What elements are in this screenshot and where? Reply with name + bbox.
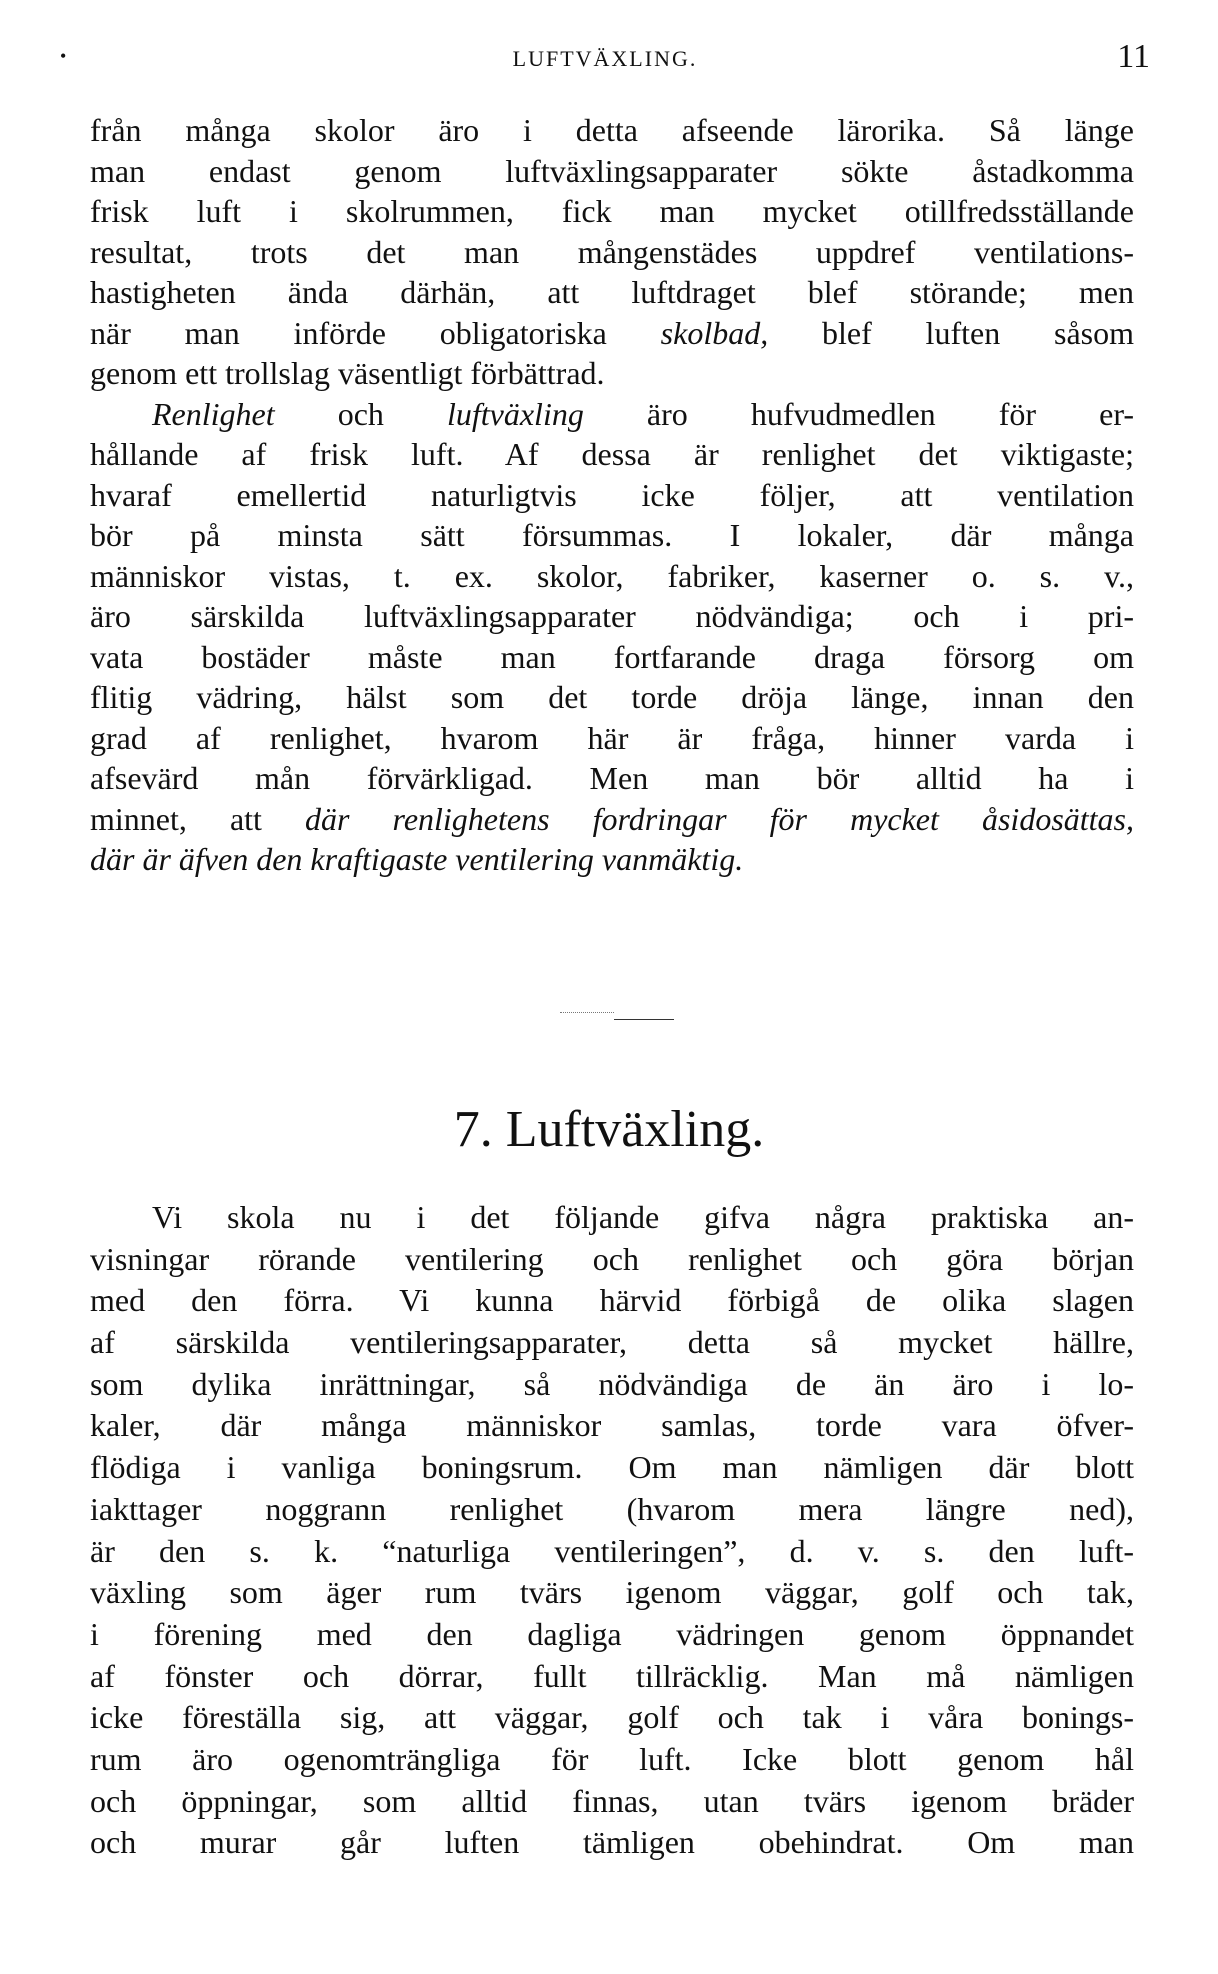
text-line: med den förra. Vi kunna härvid förbigå de olika slagen bbox=[90, 1282, 1134, 1319]
text-line: flitig vädring, hälst som det torde dröja länge, innan den bbox=[90, 679, 1134, 715]
separator-dots bbox=[560, 1012, 614, 1013]
text-line: af särskilda ventileringsapparater, detta så mycket hällre, bbox=[90, 1324, 1134, 1361]
text-run: minnet, att bbox=[90, 800, 306, 837]
text-run: och bbox=[274, 395, 447, 432]
text-line: genom ett trollslag väsentligt förbättrad. bbox=[90, 355, 605, 391]
text-line: i förening med den dagliga vädringen genom öppnandet bbox=[90, 1615, 1134, 1652]
italic-term-skolbad: skolbad, bbox=[660, 314, 769, 351]
text-line: växling som äger rum tvärs igenom väggar, golf och tak, bbox=[90, 1574, 1134, 1611]
text-line: afsevärd mån förvärkligad. Men man bör alltid ha i bbox=[90, 760, 1134, 796]
text-run: blef luften såsom bbox=[768, 314, 1135, 351]
text-line bbox=[90, 799, 1134, 840]
margin-mark: • bbox=[60, 46, 67, 66]
italic-emphasis: där renlighetens fordringar för mycket åsidosättas, bbox=[305, 800, 1134, 837]
text-line bbox=[90, 839, 1134, 880]
text-line: iakttager noggrann renlighet (hvarom mera längre ned), bbox=[90, 1490, 1134, 1527]
text-line: från många skolor äro i detta afseende lärorika. Så länge bbox=[90, 112, 1134, 148]
text-line: och öppningar, som alltid finnas, utan tvärs igenom bräder bbox=[90, 1782, 1134, 1819]
text-run: äro hufvudmedlen för er- bbox=[583, 395, 1134, 432]
text-line: resultat, trots det man mångenstädes uppdref ventilations- bbox=[90, 233, 1134, 270]
text-line bbox=[90, 394, 1134, 435]
running-title: LUFTVÄXLING. bbox=[512, 46, 698, 71]
running-head bbox=[60, 40, 1150, 80]
text-line: bör på minsta sätt försummas. I lokaler, där många bbox=[90, 517, 1134, 553]
text-line: vata bostäder måste man fortfarande draga försorg om bbox=[90, 638, 1134, 675]
text-line: hvaraf emellertid naturligtvis icke följer, att ventilation bbox=[90, 476, 1134, 513]
text-line: som dylika inrättningar, så nödvändiga de än äro i lo- bbox=[90, 1365, 1134, 1402]
text-line: grad af renlighet, hvarom här är fråga, hinner varda i bbox=[90, 719, 1134, 756]
text-line: hastigheten ända därhän, att luftdraget blef störande; men bbox=[90, 274, 1134, 310]
text-line: hållande af frisk luft. Af dessa är renlighet det viktigaste; bbox=[90, 436, 1134, 472]
paragraph-block-b bbox=[90, 1197, 1134, 1864]
text-line: visningar rörande ventilering och renlighet och göra början bbox=[90, 1240, 1134, 1277]
text-line: är den s. k. “naturliga ventileringen”, d. v. s. den luft- bbox=[90, 1532, 1134, 1569]
paragraph-block-a bbox=[90, 110, 1134, 880]
text-line: rum äro ogenomträngliga för luft. Icke blott genom hål bbox=[90, 1740, 1134, 1777]
text-line bbox=[90, 313, 1134, 354]
text-line: äro särskilda luftväxlingsapparater nödvändiga; och i pri- bbox=[90, 598, 1134, 634]
text-line: frisk luft i skolrummen, fick man mycket otillfredsställande bbox=[90, 193, 1134, 229]
text-line: Vi skola nu i det följande gifva några praktiska an- bbox=[152, 1199, 1134, 1235]
text-line: kaler, där många människor samlas, torde vara öfver- bbox=[90, 1407, 1134, 1444]
section-separator-rule bbox=[614, 1019, 674, 1020]
text-run: när man införde obligatoriska bbox=[90, 314, 661, 351]
text-line: flödiga i vanliga boningsrum. Om man nämligen där blott bbox=[90, 1449, 1134, 1486]
text-line: människor vistas, t. ex. skolor, fabriker, kaserner o. s. v., bbox=[90, 557, 1134, 594]
italic-emphasis: där är äfven den kraftigaste ventilering vanmäktig. bbox=[90, 841, 744, 877]
text-line: icke föreställa sig, att väggar, golf och tak i våra bonings- bbox=[90, 1699, 1134, 1736]
section-heading: 7. Luftväxling. bbox=[453, 1101, 765, 1158]
italic-term-luftvaxling: luftväxling bbox=[446, 395, 584, 432]
text-line: af fönster och dörrar, fullt tillräcklig. Man må nämligen bbox=[90, 1657, 1134, 1694]
text-line: man endast genom luftväxlingsapparater sökte åstadkomma bbox=[90, 152, 1134, 189]
text-line: och murar går luften tämligen obehindrat. Om man bbox=[90, 1824, 1134, 1861]
page-number: 11 bbox=[1117, 38, 1150, 75]
italic-term-renlighet: Renlighet bbox=[152, 395, 275, 432]
